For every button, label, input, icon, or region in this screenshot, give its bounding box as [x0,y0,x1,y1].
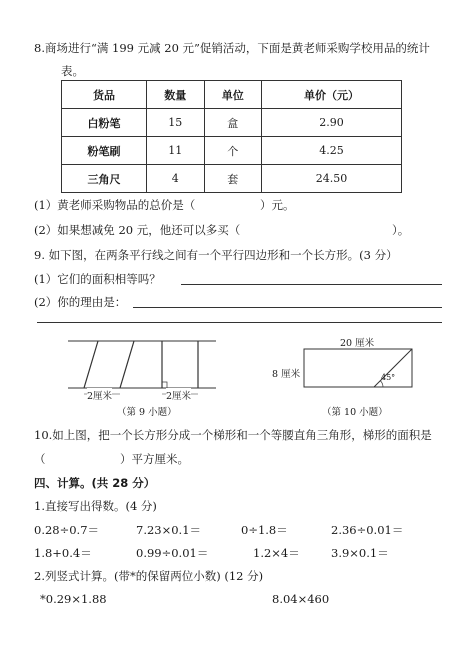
table-cell: 三角尺 [62,165,147,193]
table-cell: 个 [204,137,262,165]
q8-sub1: (1）黄老师采购物品的总价是（ [34,198,196,212]
calc-item: 1.2×4＝ [253,546,300,560]
table-header-row [62,81,402,109]
table-row [62,165,402,193]
table-cell: 24.50 [262,165,402,193]
answer-line [181,284,442,285]
table-cell: 2.90 [262,109,402,137]
q10-line2-open: （ [34,452,46,466]
calc-item: 0÷1.8＝ [241,523,288,537]
section4-q2-title: 2.列竖式计算。(带*的保留两位小数) (12 分) [34,569,264,583]
table-cell: 11 [147,137,205,165]
fig10-left-label: 8 厘米 [272,369,301,380]
fig9-caption: （第 9 小题） [117,407,177,418]
calc-item: 2.36÷0.01＝ [331,523,404,537]
table-header: 单位 [204,81,262,109]
calc-item: 0.28÷0.7＝ [34,523,100,537]
q10-line1: 10.如上图，把一个长方形分成一个梯形和一个等腰直角三角形，梯形的面积是 [34,428,432,442]
section4-title: 四、计算。(共 28 分） [34,476,156,490]
calc-item: 0.99÷0.01＝ [136,546,209,560]
calc-item: 1.8+0.4＝ [34,546,92,560]
q10-line2-close: ）平方厘米。 [120,452,189,466]
fig10-top-label: 20 厘米 [340,338,375,349]
table-row [62,137,402,165]
calc-item: 8.04×460 [272,592,330,606]
table-cell: 15 [147,109,205,137]
table-header: 货品 [62,81,147,109]
table-cell: 套 [204,165,262,193]
table-cell: 粉笔刷 [62,137,147,165]
goods-table [61,80,402,193]
q9-sub1: (1）它们的面积相等吗？ [34,272,161,286]
calc-item: *0.29×1.88 [40,592,107,606]
calc-item: 7.23×0.1＝ [136,523,202,537]
q8-line1: 8.商场进行“满 199 元减 20 元”促销活动，下面是黄老师采购学校用品的统计 [34,41,430,55]
calc-item: 3.9×0.1＝ [331,546,389,560]
fig10-angle-label: 45° [381,373,396,382]
q9-sub2: (2）你的理由是： [34,295,127,309]
fig10-caption: （第 10 小题） [322,407,388,418]
q10-figure [303,348,415,390]
q9-title: 9. 如下图，在两条平行线之间有一个平行四边形和一个长方形。(3 分） [34,248,398,262]
table-row [62,109,402,137]
table-header: 数量 [147,81,205,109]
table-cell: 白粉笔 [62,109,147,137]
answer-line [37,322,442,323]
q8-sub2-end: ）。 [392,223,410,237]
table-cell: 4 [147,165,205,193]
table-cell: 盒 [204,109,262,137]
answer-line [133,307,442,308]
table-header: 单价（元） [262,81,402,109]
q8-sub2: (2）如果想减免 20 元，他还可以多买（ [34,223,241,237]
table-cell: 4.25 [262,137,402,165]
q8-line2: 表。 [61,64,84,78]
fig9-label-right: 2厘米 [166,388,191,402]
fig9-label-left: 2厘米 [87,388,112,402]
section4-q1-title: 1.直接写出得数。(4 分) [34,499,157,513]
q8-sub1-end: ）元。 [260,198,295,212]
